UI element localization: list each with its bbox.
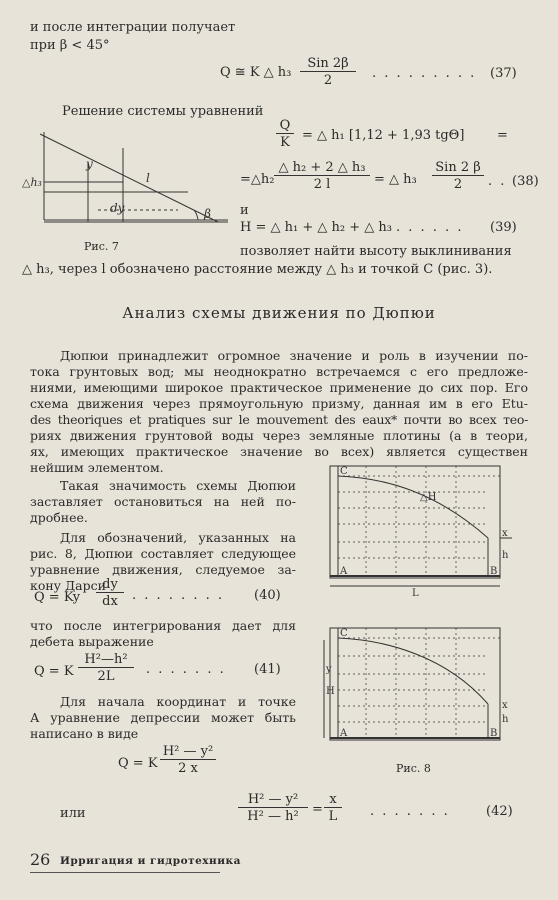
para3-line: кону Дарси <box>30 578 106 593</box>
fig8b-label-h-big: H <box>326 686 335 697</box>
fig8a-label-h: h <box>502 550 509 561</box>
eqk-fraction <box>276 118 294 150</box>
fig7-label-dy: dy <box>110 201 125 215</box>
eq38-num2: Sin 2 β <box>432 160 484 176</box>
fig7-label-dh3: △h₃ <box>22 176 42 189</box>
eq37-fraction <box>300 56 356 88</box>
eq40-num: dy <box>96 577 124 593</box>
eq38-dots: . . <box>488 174 507 189</box>
eq39-dots: . . . . . . <box>396 220 464 235</box>
eq38-num1: △ h₂ + 2 △ h₃ <box>274 160 370 176</box>
fig8b-label-a: A <box>340 728 348 739</box>
fig8a-label-l: L <box>412 588 419 599</box>
para3-line: рис. 8, Дюпюи составляет следующее <box>30 546 296 561</box>
eqk-rhs: = △ h₁ [1,12 + 1,93 tgΘ] <box>302 128 465 143</box>
para5-line: А уравнение депрессии может быть <box>30 710 296 725</box>
eqq-fraction <box>160 744 216 776</box>
eq38-tag: (38) <box>512 174 539 189</box>
eqq-num: H² — y² <box>160 744 216 760</box>
para4-line: что после интегрирования дает для <box>30 618 296 633</box>
para1-line: схема движения через прямоугольную призму, данная им в его Etu- <box>30 396 528 411</box>
eq40-dots: . . . . . . . . <box>132 588 224 603</box>
fig8b-label-c: C <box>340 628 348 639</box>
eq40-lhs: Q = Ky <box>34 590 81 605</box>
eq37-tag: (37) <box>490 66 517 81</box>
fig7-label-l: l <box>146 171 150 185</box>
eq42-tag: (42) <box>486 804 513 819</box>
para1-line: нейшим элементом. <box>30 460 164 475</box>
figure-8-bottom <box>316 626 516 756</box>
section-title: Анализ схемы движения по Дюпюи <box>122 304 436 322</box>
eq41-num: H²—h² <box>78 652 134 668</box>
eq37-lhs: Q ≅ K △ h₃ <box>220 65 292 80</box>
fig8a-label-a: A <box>340 566 348 577</box>
para1-line: тока грунтовых вод; мы неоднократно встречаемся с его предложе- <box>30 364 528 379</box>
eqk-den: K <box>280 135 290 150</box>
eq42-fraction-1 <box>238 792 308 824</box>
eq42-lead: или <box>60 806 86 821</box>
figure-7 <box>22 120 238 235</box>
eq42-equals: = <box>312 802 323 817</box>
fig8a-label-c: C <box>340 466 348 477</box>
para5-line: Для начала координат и точке <box>60 694 296 709</box>
para3-line: уравнение движения, следуемое за- <box>30 562 296 577</box>
eq37-den: 2 <box>323 73 333 88</box>
para2-line: заставляет остановиться на ней по- <box>30 494 296 509</box>
eq39-expr: H = △ h₁ + △ h₂ + △ h₃ <box>240 220 392 235</box>
eq37-num: Sin 2β <box>300 56 356 72</box>
fig8a-label-b: B <box>490 566 498 577</box>
eq40-den: dx <box>102 594 118 609</box>
fig8-caption: Рис. 8 <box>396 762 431 775</box>
para2-line: Такая значимость схемы Дюпюи <box>60 478 296 493</box>
para4-line: дебета выражение <box>30 634 154 649</box>
para1-line: ях, имеющих практическое значение во всех) является существен <box>30 444 528 459</box>
eq42-num1: H² — y² <box>238 792 308 808</box>
eq41-den: 2L <box>97 669 115 684</box>
fig8b-label-h: h <box>502 714 509 725</box>
eq38-fraction-2 <box>432 160 484 192</box>
eqk-num: Q <box>276 118 294 134</box>
para1-line: риях движения грунтовой воды через земляные плотины (а в теори, <box>30 428 528 443</box>
para3-line: Для обозначений, указанных на <box>60 530 296 545</box>
intro-line-2: при β < 45° <box>30 38 110 53</box>
eqk-end: = <box>497 128 508 143</box>
fig8b-label-x: x <box>502 700 508 711</box>
eq40-tag: (40) <box>254 588 281 603</box>
eq41-fraction <box>78 652 134 684</box>
eq37-dots: . . . . . . . . . <box>372 66 477 81</box>
fig8b-label-y: y <box>326 664 332 675</box>
eq38-mid: = △ h₃ <box>374 172 417 187</box>
fig8a-label-dh: △H <box>420 492 437 503</box>
page-number: 26 <box>30 850 51 869</box>
eq38-den2: 2 <box>453 177 463 192</box>
after39-line-1: позволяет найти высоту выклинивания <box>240 244 512 259</box>
eq40-fraction <box>96 577 124 609</box>
fig8b-label-b: B <box>490 728 498 739</box>
eq39-tag: (39) <box>490 220 517 235</box>
eqq-den: 2 x <box>178 761 198 776</box>
solution-label: Решение системы уравнений <box>62 104 264 119</box>
para1-line: Дюпюи принадлежит огромное значение и роль в изучении по- <box>60 348 528 363</box>
after39-line-2: △ h₃, через l обозначено расстояние между △ h₃ и точкой С (рис. 3). <box>22 262 493 277</box>
para5-line: написано в виде <box>30 726 139 741</box>
eq41-tag: (41) <box>254 662 281 677</box>
para1-line: ниями, имеющими широкое практическое применение до сих пор. Его <box>30 380 528 395</box>
eq42-fraction-2 <box>324 792 342 824</box>
eq42-den2: L <box>328 809 338 824</box>
eq42-den1: H² — h² <box>247 809 299 824</box>
eq38-den1: 2 l <box>313 177 331 192</box>
footer-rule <box>30 872 220 873</box>
eq42-num2: x <box>324 792 342 808</box>
eq38-fraction-1 <box>274 160 370 192</box>
eq42-dots: . . . . . . . <box>370 804 450 819</box>
fig8a-label-x: x <box>502 528 508 539</box>
fig7-label-beta: β <box>204 207 211 221</box>
journal-title: Ирригация и гидротехника <box>60 855 241 867</box>
figure-8-top <box>316 464 516 604</box>
para2-line: дробнее. <box>30 510 88 525</box>
intro-line-1: и после интеграции получает <box>30 20 236 35</box>
and-word: и <box>240 203 249 218</box>
eq38-prefix: =△h₂ <box>240 172 275 187</box>
eqq-lhs: Q = K <box>118 756 158 771</box>
fig7-caption: Рис. 7 <box>84 240 119 253</box>
para1-line: des theoriques et pratiques sur le mouvement des eaux* почти во всех тео- <box>30 412 528 427</box>
fig7-label-y: y <box>86 157 93 171</box>
eq41-lhs: Q = K <box>34 664 74 679</box>
eq41-dots: . . . . . . . <box>146 662 226 677</box>
